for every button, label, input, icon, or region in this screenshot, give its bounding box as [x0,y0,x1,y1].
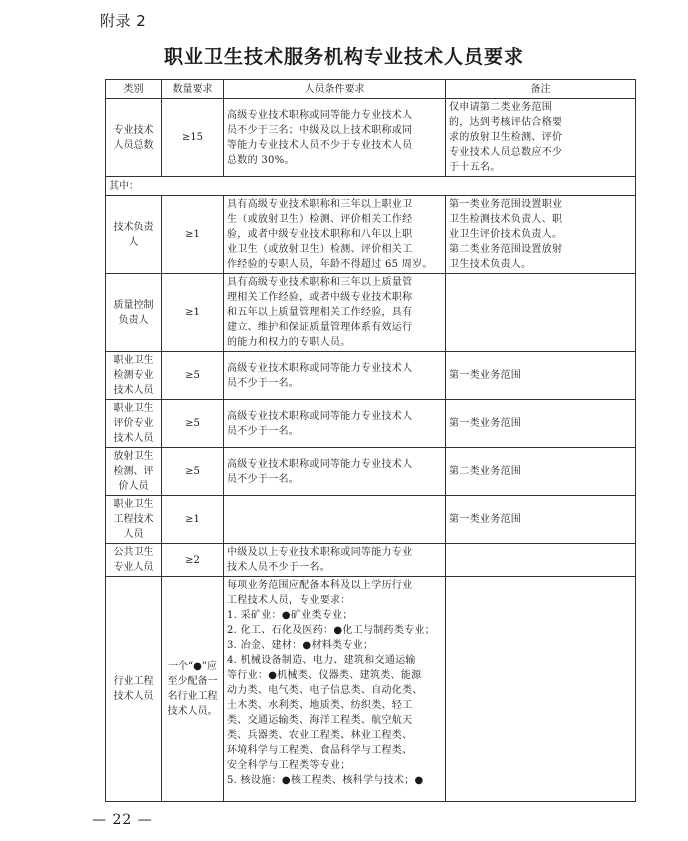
column-header: 类别 [106,80,162,99]
text-line: 业卫生评价技术负责人。 [449,229,563,240]
requirement-cell [224,496,446,544]
note-cell [446,544,636,577]
text-line: 2. 化工、石化及医药：●化工与制药类专业； [227,625,436,636]
column-header: 数量要求 [162,80,224,99]
category-cell: 质量控制负责人 [106,274,162,352]
note-cell [446,274,636,352]
note-cell [446,196,636,274]
document-title: 职业卫生技术服务机构专业技术人员要求 [163,46,524,68]
text-line: 验，或者中级专业技术职称和八年以上职 [227,229,413,240]
note-cell [446,99,636,177]
requirement-cell [224,274,446,352]
quantity-cell: ≥5 [162,400,224,448]
text-line: 作经验的专职人员，年龄不得超过 65 周岁。 [227,259,433,270]
text-line: 类、兵器类、农业工程类、林业工程类、 [227,730,413,741]
requirement-cell [224,352,446,400]
category-cell: 公共卫生专业人员 [106,544,162,577]
text-line: 技术人员不少于一名。 [227,562,330,573]
table-row [106,196,636,274]
column-header: 人员条件要求 [224,80,446,99]
quantity-cell: ≥2 [162,544,224,577]
requirements-table [105,79,636,802]
text-line: 第一类业务范围设置职业 [449,199,563,210]
text-line: 等能力专业技术人员不少于专业技术人员 [227,139,413,151]
text-line: 动力类、电气类、电子信息类、自动化类、 [227,685,423,696]
text-line: 环境科学与工程类、食品科学与工程类、 [227,745,413,756]
text-line: 卫生技术负责人。 [449,259,532,270]
text-line: 建立、维护和保证质量管理体系有效运行 [227,322,413,333]
quantity-cell: ≥5 [162,448,224,496]
category-cell: 职业卫生工程技术人员 [106,496,162,544]
text-line: 第一类业务范围 [449,418,522,429]
category-cell: 专业技术人员总数 [106,99,162,177]
category-cell: 职业卫生评价专业技术人员 [106,400,162,448]
column-header: 备注 [446,80,636,99]
text-line: 每项业务范围应配备本科及以上学历行业 [227,580,413,591]
text-line: 卫生检测技术负责人、职 [449,214,563,225]
text-line: 3. 冶金、建材：●材料类专业； [227,640,374,651]
note-cell [446,448,636,496]
text-line: 总数的 30%。 [227,154,295,166]
table-row [106,448,636,496]
table-header-row [106,80,636,99]
text-line: 员不少于一名。 [227,377,300,389]
subhead-row [106,177,636,196]
text-line: 具有高级专业技术职称和三年以上质量管 [227,277,413,288]
text-line: 工程技术人员，专业要求： [227,595,351,606]
table-row [106,496,636,544]
note-cell [446,496,636,544]
text-line: 业卫生（或放射卫生）检测、评价相关工 [227,244,413,255]
text-line: 1. 采矿业：●矿业类专业； [227,610,353,621]
requirement-cell [224,448,446,496]
requirement-cell [224,577,446,802]
text-line: 高级专业技术职称或同等能力专业技术人 [227,362,413,374]
text-line: 高级专业技术职称或同等能力专业技术人 [227,109,413,121]
text-line: 员不少于一名。 [227,425,300,437]
requirement-cell [224,544,446,577]
quantity-cell: ≥1 [162,496,224,544]
table-row [106,544,636,577]
text-line: 高级专业技术职称或同等能力专业技术人 [227,410,413,422]
text-line: 理相关工作经验，或者中级专业技术职称 [227,292,413,303]
text-line: 第二类业务范围设置放射 [449,244,563,255]
text-line: 员不少于一名。 [227,473,300,485]
text-line: 4. 机械设备制造、电力、建筑和交通运输 [227,655,416,666]
text-line: 专业技术人员总数应不少 [449,147,563,158]
text-line: 第一类业务范围 [449,370,522,381]
text-line: 于十五名。 [449,162,501,173]
table-row [106,274,636,352]
note-cell [446,577,636,802]
text-line: 仅申请第二类业务范围 [449,102,552,113]
text-line: 的，达到考核评估合格要 [449,117,563,128]
text-line: 土木类、水利类、地质类、纺织类、轻工 [227,700,413,711]
table-row [106,577,636,802]
text-line: 高级专业技术职称或同等能力专业技术人 [227,458,413,470]
text-line: 第二类业务范围 [449,466,522,477]
text-line: 等行业：●机械类、仪器类、建筑类、能源 [227,670,422,681]
quantity-cell: ≥1 [162,196,224,274]
text-line: 和五年以上质量管理相关工作经验，具有 [227,307,413,318]
text-line: 第一类业务范围 [449,514,522,525]
text-line: 5. 核设施：●核工程类、核科学与技术；● [227,775,424,786]
category-cell: 放射卫生检测、评价人员 [106,448,162,496]
requirement-cell [224,400,446,448]
quantity-cell: 一个“●”应至少配备一名行业工程技术人员。 [162,577,224,802]
quantity-cell: ≥15 [162,99,224,177]
page-number: — 22 — [92,812,153,828]
requirement-cell [224,196,446,274]
subhead-cell: 其中： [106,177,636,196]
table-row [106,400,636,448]
note-cell [446,352,636,400]
text-line: 员不少于三名；中级及以上技术职称或同 [227,124,413,136]
requirement-cell [224,99,446,177]
category-cell: 职业卫生检测专业技术人员 [106,352,162,400]
table-row [106,352,636,400]
text-line: 中级及以上专业技术职称或同等能力专业 [227,547,413,558]
category-cell: 行业工程技术人员 [106,577,162,802]
text-line: 类、交通运输类、海洋工程类、航空航天 [227,715,413,726]
text-line: 生（或放射卫生）检测、评价相关工作经 [227,214,413,225]
appendix-label: 附录 2 [100,12,147,30]
text-line: 具有高级专业技术职称和三年以上职业卫 [227,199,413,210]
table-row [106,99,636,177]
text-line: 的能力和权力的专职人员。 [227,337,351,348]
text-line: 求的放射卫生检测、评价 [449,132,563,143]
quantity-cell: ≥1 [162,274,224,352]
quantity-cell: ≥5 [162,352,224,400]
text-line: 安全科学与工程类等专业； [227,760,351,771]
note-cell [446,400,636,448]
category-cell: 技术负责人 [106,196,162,274]
